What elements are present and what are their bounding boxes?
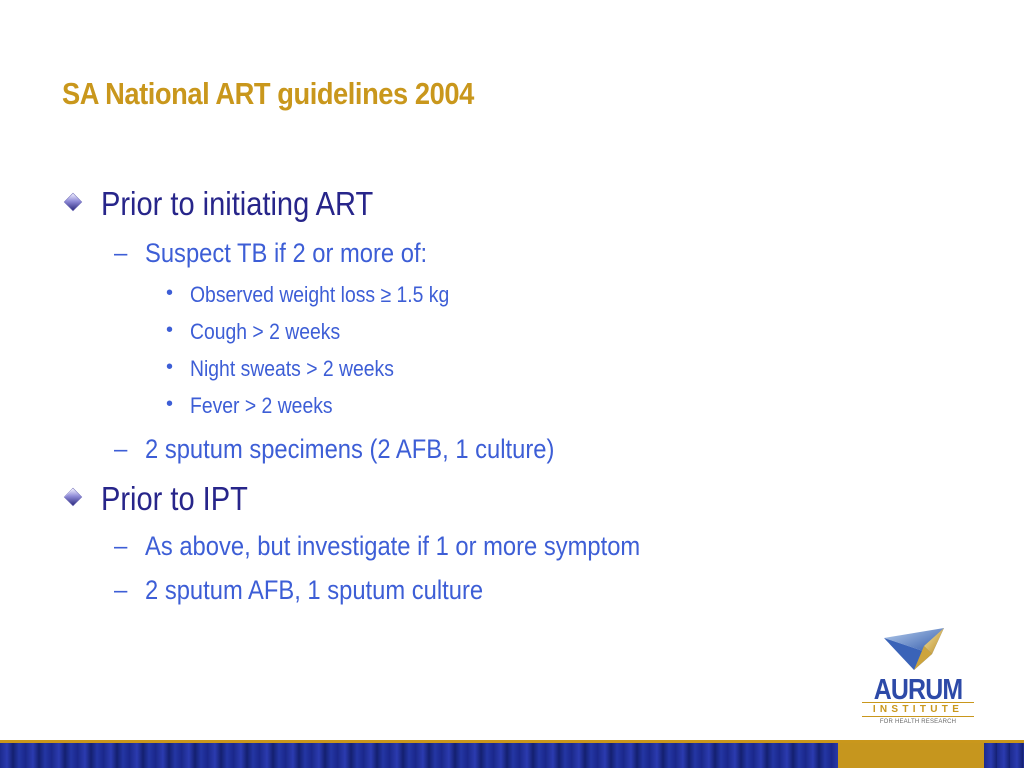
dot-bullet-icon: • xyxy=(166,356,174,378)
bullet-level2: 2 sputum specimens (2 AFB, 1 culture) xyxy=(145,434,555,464)
diamond-bullet-icon xyxy=(65,489,82,506)
logo-tagline: FOR HEALTH RESEARCH xyxy=(879,719,957,725)
logo-name: AURUM xyxy=(873,674,963,706)
dash-bullet-icon: – xyxy=(114,436,128,463)
bullet-level2: As above, but investigate if 1 or more symptom xyxy=(145,531,641,561)
dash-bullet-icon: – xyxy=(114,533,128,560)
aurum-logo xyxy=(862,624,974,734)
bullet-level1: Prior to IPT xyxy=(101,480,248,517)
footer-blue-end xyxy=(984,743,1024,768)
diamond-bullet-icon xyxy=(65,194,82,211)
bullet-level2: Suspect TB if 2 or more of: xyxy=(145,238,428,268)
dash-bullet-icon: – xyxy=(114,577,128,604)
footer-gold-block xyxy=(838,743,984,768)
dot-bullet-icon: • xyxy=(166,319,174,341)
footer-blue-band xyxy=(0,743,838,768)
aurum-arrow-icon xyxy=(862,624,974,674)
bullet-level2: 2 sputum AFB, 1 sputum culture xyxy=(145,575,484,605)
bullet-level1: Prior to initiating ART xyxy=(101,185,374,222)
dash-bullet-icon: – xyxy=(114,240,128,267)
bullet-level3: Observed weight loss ≥ 1.5 kg xyxy=(190,282,450,307)
bullet-level3: Cough > 2 weeks xyxy=(190,319,341,344)
dot-bullet-icon: • xyxy=(166,393,174,415)
dot-bullet-icon: • xyxy=(166,282,174,304)
slide-title: SA National ART guidelines 2004 xyxy=(62,76,474,111)
bullet-level3: Night sweats > 2 weeks xyxy=(190,356,394,381)
bullet-level3: Fever > 2 weeks xyxy=(190,393,333,418)
logo-subtitle: INSTITUTE xyxy=(862,702,974,717)
footer-stripe xyxy=(0,740,1024,768)
